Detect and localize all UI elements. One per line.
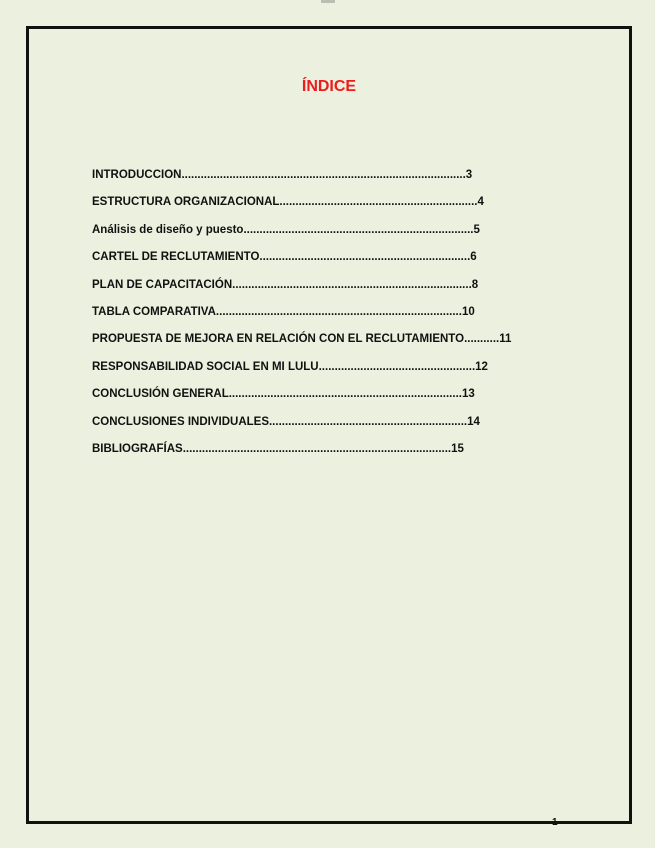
toc-entry-tabla-comparativa[interactable]: TABLA COMPARATIVA.............................................................................10 (92, 305, 475, 318)
page-border (26, 26, 632, 824)
toc-entry-introduccion[interactable]: INTRODUCCION.........................................................................................3 (92, 169, 473, 181)
toc-entry-bibliografias[interactable]: BIBLIOGRAFÍAS....................................................................................15 (92, 442, 464, 455)
toc-entry-cartel-reclutamiento[interactable]: CARTEL DE RECLUTAMIENTO..................................................................6 (92, 251, 477, 264)
toc-entry-conclusion-general[interactable]: CONCLUSIÓN GENERAL.........................................................................13 (92, 388, 475, 401)
toc-entry-propuesta-mejora[interactable]: PROPUESTA DE MEJORA EN RELACIÓN CON EL RECLUTAMIENTO...........11 (92, 333, 512, 346)
toc-entry-estructura-organizacional[interactable]: ESTRUCTURA ORGANIZACIONAL..............................................................4 (92, 196, 484, 209)
table-of-contents (92, 168, 612, 469)
toc-entry-responsabilidad-social[interactable]: RESPONSABILIDAD SOCIAL EN MI LULU.................................................12 (92, 360, 488, 373)
toc-entry-conclusiones-individuales[interactable]: CONCLUSIONES INDIVIDUALES..............................................................14 (92, 415, 480, 428)
header-mark (321, 0, 335, 3)
page-number: 1 (552, 817, 558, 828)
toc-entry-plan-capacitacion[interactable]: PLAN DE CAPACITACIÓN...........................................................................8 (92, 278, 479, 291)
toc-entry-analisis-diseno-puesto[interactable]: Análisis de diseño y puesto........................................................................5 (92, 223, 480, 236)
page-title: ÍNDICE (301, 78, 357, 95)
